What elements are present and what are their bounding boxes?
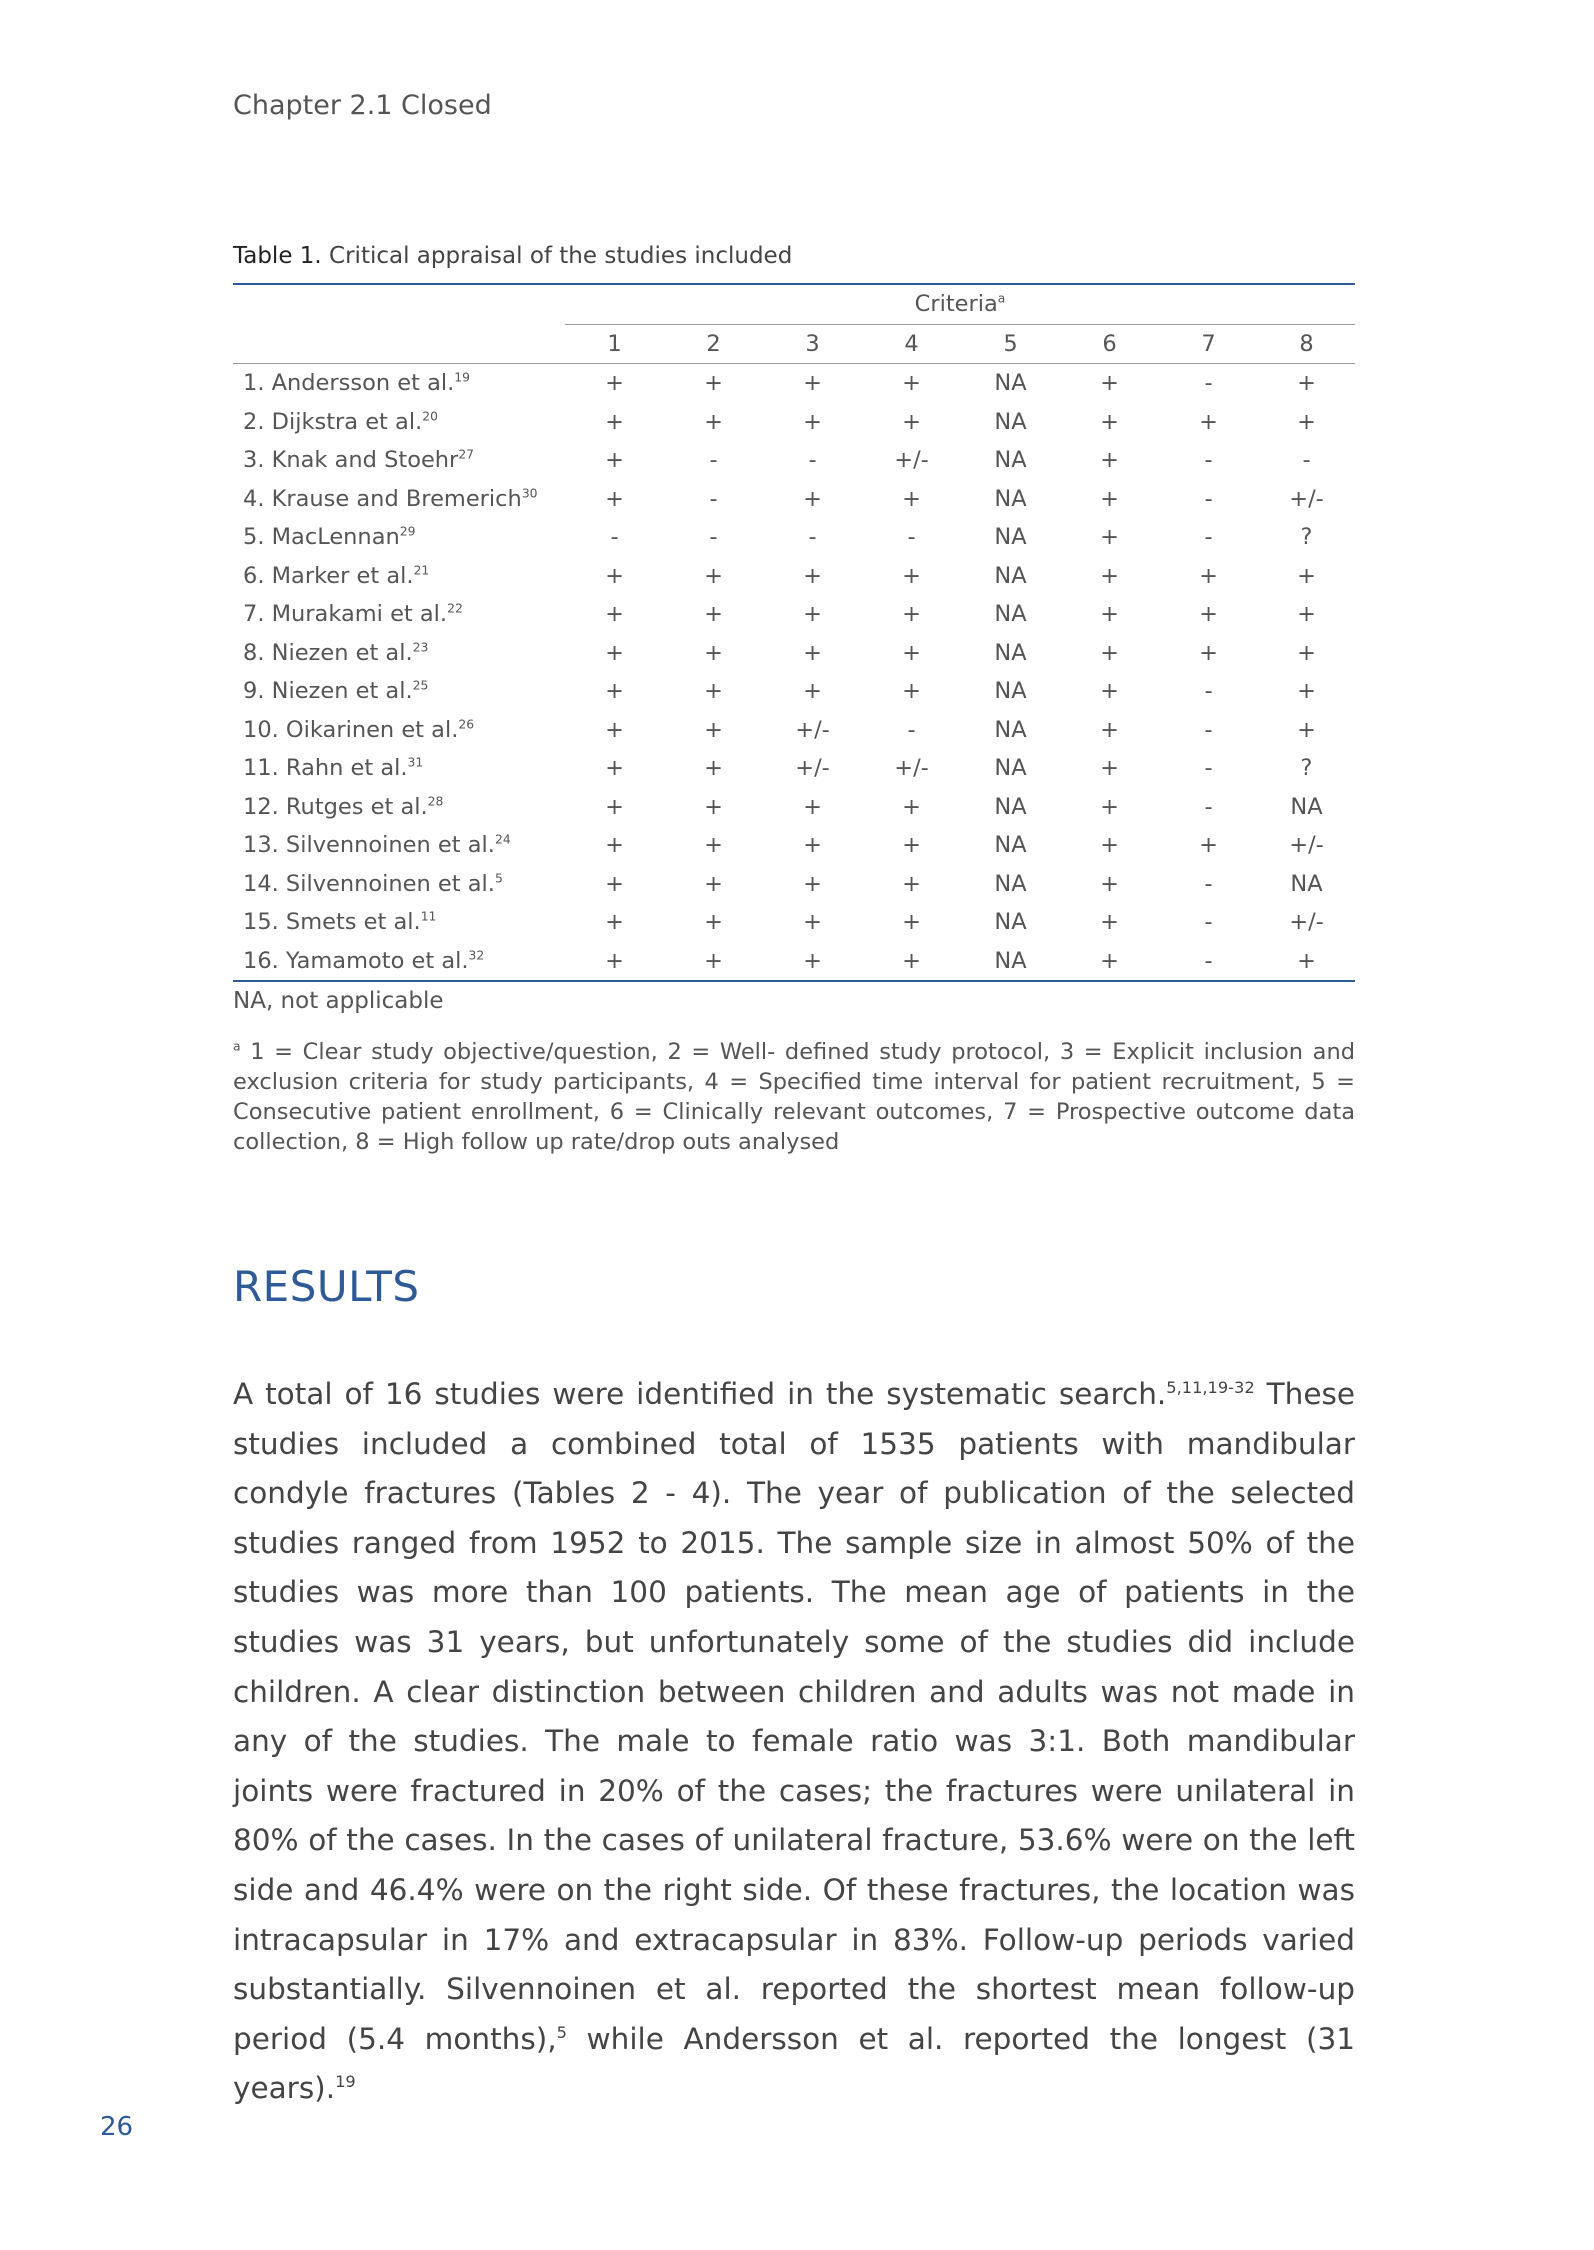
criteria-cell: NA bbox=[994, 447, 1027, 474]
criteria-cell: + bbox=[1297, 639, 1316, 666]
criteria-cell: NA bbox=[961, 942, 1060, 982]
criteria-cell: + bbox=[605, 678, 624, 705]
criteria-cell: NA bbox=[1290, 793, 1323, 820]
criteria-cell: ? bbox=[1300, 755, 1313, 782]
criteria-cell: + bbox=[803, 678, 822, 705]
table-row bbox=[233, 441, 1355, 480]
study-cell bbox=[233, 672, 565, 711]
study-reference: 5 bbox=[494, 871, 503, 886]
criteria-cell: + bbox=[1100, 793, 1119, 820]
criteria-cell: + bbox=[605, 832, 624, 859]
appraisal-table-wrap bbox=[233, 283, 1355, 982]
criteria-cell: + bbox=[803, 909, 822, 936]
criteria-cell: - bbox=[808, 524, 817, 551]
criteria-cell: + bbox=[902, 832, 921, 859]
criteria-cell: +/- bbox=[1289, 832, 1324, 859]
criteria-cell: + bbox=[1100, 408, 1119, 435]
table-row bbox=[233, 942, 1355, 982]
criteria-cell: - bbox=[1204, 447, 1213, 474]
criteria-cell: - bbox=[1204, 370, 1213, 397]
criteria-cell: + bbox=[704, 678, 723, 705]
criteria-cell: + bbox=[1199, 832, 1218, 859]
criteria-cell: + bbox=[1100, 447, 1119, 474]
table-row bbox=[233, 903, 1355, 942]
criteria-cell: + bbox=[605, 639, 624, 666]
criteria-cell: ? bbox=[1300, 524, 1313, 551]
study-reference: 21 bbox=[413, 563, 430, 578]
header-blank bbox=[233, 284, 565, 324]
criteria-cell: NA bbox=[994, 370, 1027, 397]
criteria-cell: + bbox=[803, 485, 822, 512]
criteria-cell: + bbox=[803, 870, 822, 897]
criteria-cell: +/- bbox=[894, 755, 929, 782]
table-row bbox=[233, 557, 1355, 596]
criteria-cell: + bbox=[803, 639, 822, 666]
criteria-cell: NA bbox=[994, 524, 1027, 551]
column-header: 2 bbox=[664, 324, 763, 364]
criteria-cell: + bbox=[1100, 562, 1119, 589]
table-row bbox=[233, 826, 1355, 865]
study-name: 15. Smets et al. bbox=[243, 909, 421, 936]
criteria-cell: + bbox=[704, 370, 723, 397]
criteria-cell: + bbox=[1100, 485, 1119, 512]
table-row bbox=[233, 595, 1355, 634]
criteria-cell: NA bbox=[994, 793, 1027, 820]
table-row bbox=[233, 749, 1355, 788]
criteria-cell: - bbox=[1204, 524, 1213, 551]
criteria-cell: + bbox=[605, 485, 624, 512]
criteria-cell: + bbox=[605, 870, 624, 897]
study-reference: 19 bbox=[454, 370, 471, 385]
study-reference: 28 bbox=[427, 794, 444, 809]
criteria-cell: + bbox=[803, 832, 822, 859]
column-header: 5 bbox=[961, 324, 1060, 364]
study-name: 5. MacLennan bbox=[243, 524, 400, 551]
criteria-cell: + bbox=[1297, 370, 1316, 397]
criteria-cell: NA bbox=[994, 755, 1027, 782]
criteria-cell: + bbox=[1297, 716, 1316, 743]
criteria-cell: + bbox=[1060, 942, 1159, 982]
criteria-cell: + bbox=[1100, 370, 1119, 397]
chapter-header: Chapter 2.1 Closed bbox=[233, 90, 492, 121]
study-name: 14. Silvennoinen et al. bbox=[243, 870, 495, 897]
study-name: 7. Murakami et al. bbox=[243, 601, 448, 628]
table-row bbox=[233, 788, 1355, 827]
study-name: 4. Krause and Bremerich bbox=[243, 485, 522, 512]
study-cell bbox=[233, 942, 565, 982]
criteria-cell: + bbox=[902, 678, 921, 705]
criteria-cell: + bbox=[1100, 870, 1119, 897]
study-reference: 23 bbox=[412, 640, 429, 655]
criteria-cell: + bbox=[605, 755, 624, 782]
study-reference: 31 bbox=[407, 755, 424, 770]
criteria-cell: + bbox=[803, 601, 822, 628]
study-reference: 30 bbox=[521, 486, 538, 501]
study-name: 11. Rahn et al. bbox=[243, 755, 408, 782]
criteria-cell: NA bbox=[994, 408, 1027, 435]
criteria-cell: + bbox=[902, 909, 921, 936]
column-header: 7 bbox=[1159, 324, 1258, 364]
na-note: NA, not applicable bbox=[233, 988, 444, 1014]
criteria-cell: NA bbox=[994, 678, 1027, 705]
study-cell bbox=[233, 518, 565, 557]
criteria-cell: + bbox=[605, 562, 624, 589]
study-reference: 32 bbox=[468, 948, 485, 963]
table-row bbox=[233, 518, 1355, 557]
table-caption bbox=[233, 243, 792, 269]
criteria-cell: - bbox=[1204, 485, 1213, 512]
criteria-cell: + bbox=[1297, 562, 1316, 589]
criteria-cell: + bbox=[1297, 601, 1316, 628]
criteria-cell: - bbox=[1204, 909, 1213, 936]
results-heading: RESULTS bbox=[233, 1262, 420, 1311]
criteria-cell: + bbox=[664, 942, 763, 982]
criteria-cell: + bbox=[1199, 562, 1218, 589]
table-caption-text: Critical appraisal of the studies included bbox=[321, 243, 793, 269]
study-reference: 20 bbox=[422, 409, 438, 424]
criteria-cell: - bbox=[1204, 678, 1213, 705]
study-name: 16. Yamamoto et al. bbox=[243, 947, 469, 974]
criteria-cell: + bbox=[803, 562, 822, 589]
study-name: 2. Dijkstra et al. bbox=[243, 408, 423, 435]
criteria-cell: + bbox=[1258, 942, 1355, 982]
table-row bbox=[233, 711, 1355, 750]
criteria-cell: + bbox=[605, 909, 624, 936]
criteria-cell: + bbox=[704, 408, 723, 435]
criteria-cell: NA bbox=[994, 485, 1027, 512]
study-name: 9. Niezen et al. bbox=[243, 678, 413, 705]
criteria-cell: NA bbox=[994, 601, 1027, 628]
study-name: 12. Rutges et al. bbox=[243, 793, 428, 820]
appraisal-table-body bbox=[233, 364, 1355, 982]
criteria-cell: +/- bbox=[894, 447, 929, 474]
criteria-cell: NA bbox=[994, 716, 1027, 743]
criteria-cell: + bbox=[902, 639, 921, 666]
criteria-cell: - bbox=[1302, 447, 1311, 474]
study-cell bbox=[233, 557, 565, 596]
criteria-cell: + bbox=[1100, 601, 1119, 628]
study-cell bbox=[233, 634, 565, 673]
criteria-cell: + bbox=[1100, 639, 1119, 666]
criteria-cell: + bbox=[704, 870, 723, 897]
table-row bbox=[233, 403, 1355, 442]
study-cell bbox=[233, 403, 565, 442]
criteria-cell: + bbox=[1199, 601, 1218, 628]
criteria-cell: + bbox=[605, 716, 624, 743]
criteria-cell: + bbox=[902, 870, 921, 897]
criteria-cell: + bbox=[1100, 755, 1119, 782]
column-header: 8 bbox=[1258, 324, 1355, 364]
criteria-cell: + bbox=[1100, 678, 1119, 705]
study-name: 8. Niezen et al. bbox=[243, 639, 413, 666]
criteria-cell: - bbox=[907, 716, 916, 743]
criteria-cell: + bbox=[704, 793, 723, 820]
criteria-cell: + bbox=[1297, 678, 1316, 705]
table-footnote: $^a$ 1 = Clear study objective/question, 2 = Well- defined study protocol, 3 = Explicit inclusion and exclusion criteria for study participants, 4 = Specified time interval for patient recruitment, 5 = Consecutive patient enrollment, 6 = Clinically relevant outcomes, 7 = Prospective outcome data collection, 8 = High follow up rate/drop outs analysed bbox=[233, 1039, 1355, 1155]
criteria-cell: + bbox=[1100, 524, 1119, 551]
criteria-cell: + bbox=[704, 639, 723, 666]
table-caption-label: Table 1. bbox=[233, 243, 322, 269]
column-header: 1 bbox=[565, 324, 664, 364]
criteria-cell: + bbox=[1100, 716, 1119, 743]
criteria-cell: + bbox=[902, 562, 921, 589]
study-cell bbox=[233, 595, 565, 634]
study-name: 6. Marker et al. bbox=[243, 562, 414, 589]
criteria-cell: - bbox=[1204, 870, 1213, 897]
criteria-cell: + bbox=[1100, 832, 1119, 859]
criteria-cell: - bbox=[1204, 755, 1213, 782]
criteria-cell: + bbox=[763, 942, 862, 982]
criteria-cell: + bbox=[605, 447, 624, 474]
criteria-cell: +/- bbox=[795, 755, 830, 782]
criteria-header-row bbox=[233, 284, 1355, 324]
criteria-cell: NA bbox=[1290, 870, 1323, 897]
study-reference: 27 bbox=[458, 447, 475, 462]
table-row bbox=[233, 480, 1355, 519]
study-reference: 24 bbox=[494, 832, 511, 847]
study-reference: 26 bbox=[458, 717, 475, 732]
criteria-cell: - bbox=[709, 447, 718, 474]
table-row bbox=[233, 634, 1355, 673]
criteria-cell: + bbox=[605, 408, 624, 435]
criteria-cell: - bbox=[709, 485, 718, 512]
criteria-cell: +/- bbox=[1289, 485, 1324, 512]
study-cell bbox=[233, 711, 565, 750]
criteria-cell: + bbox=[704, 716, 723, 743]
criteria-cell: - bbox=[610, 524, 619, 551]
criteria-cell: - bbox=[907, 524, 916, 551]
criteria-cell: +/- bbox=[1289, 909, 1324, 936]
study-cell bbox=[233, 364, 565, 403]
criteria-cell: + bbox=[803, 793, 822, 820]
criteria-cell: + bbox=[902, 601, 921, 628]
study-cell bbox=[233, 826, 565, 865]
study-cell bbox=[233, 903, 565, 942]
study-reference: 22 bbox=[447, 601, 463, 616]
criteria-cell: + bbox=[803, 370, 822, 397]
criteria-cell: NA bbox=[994, 870, 1027, 897]
column-number-row bbox=[233, 324, 1355, 364]
study-reference: 29 bbox=[399, 524, 416, 539]
results-paragraph: A total of 16 studies were identified in the systematic search.$^{5,11,19-32}$ These studies included a combined total of 1535 patients with mandibular condyle fractures (Tables 2 - 4). The year of publication of the selected studies ranged from 1952 to 2015. The sample size in almost 50% of the studies was more than 100 patients. The mean age of patients in the studies was 31 years, but unfortunately some of the studies did include children. A clear distinction between children and adults was not made in any of the studies. The male to female ratio was 3:1. Both mandibular joints were fractured in 20% of the cases; the fractures were unilateral in 80% of the cases. In the cases of unilateral fracture, 53.6% were on the left side and 46.4% were on the right side. Of these fractures, the location was intracapsular in 17% and extracapsular in 83%. Follow-up periods varied substantially. Silvennoinen et al. reported the shortest mean follow-up period (5.4 months),$^5$ while Andersson et al. reported the longest (31 years).$^{19}$ bbox=[233, 1377, 1356, 2106]
criteria-cell: + bbox=[862, 942, 961, 982]
study-cell bbox=[233, 480, 565, 519]
criteria-cell: + bbox=[803, 408, 822, 435]
table-row bbox=[233, 364, 1355, 403]
criteria-cell: - bbox=[709, 524, 718, 551]
criteria-cell: + bbox=[605, 370, 624, 397]
criteria-cell: - bbox=[1204, 793, 1213, 820]
criteria-header: Criteria$^a$ bbox=[565, 284, 1355, 324]
criteria-cell: NA bbox=[994, 639, 1027, 666]
criteria-cell: + bbox=[704, 909, 723, 936]
study-name: 3. Knak and Stoehr bbox=[243, 447, 459, 474]
header-blank bbox=[233, 324, 565, 364]
criteria-cell: NA bbox=[994, 562, 1027, 589]
study-cell bbox=[233, 441, 565, 480]
criteria-cell: NA bbox=[994, 909, 1027, 936]
criteria-cell: NA bbox=[994, 832, 1027, 859]
criteria-cell: + bbox=[565, 942, 664, 982]
criteria-cell: + bbox=[902, 370, 921, 397]
study-name: 10. Oikarinen et al. bbox=[243, 716, 459, 743]
criteria-cell: + bbox=[704, 562, 723, 589]
criteria-cell: +/- bbox=[795, 716, 830, 743]
criteria-cell: + bbox=[902, 485, 921, 512]
study-cell bbox=[233, 788, 565, 827]
study-name: 1. Andersson et al. bbox=[243, 370, 455, 397]
criteria-cell: - bbox=[1204, 716, 1213, 743]
column-header: 4 bbox=[862, 324, 961, 364]
page-number: 26 bbox=[100, 2112, 134, 2142]
criteria-cell: + bbox=[605, 601, 624, 628]
study-reference: 11 bbox=[420, 909, 437, 924]
criteria-cell: + bbox=[1199, 639, 1218, 666]
table-row bbox=[233, 672, 1355, 711]
study-reference: 25 bbox=[412, 678, 429, 693]
appraisal-table bbox=[233, 283, 1355, 982]
criteria-cell: + bbox=[902, 793, 921, 820]
criteria-cell: + bbox=[1100, 909, 1119, 936]
study-cell bbox=[233, 865, 565, 904]
criteria-cell: + bbox=[704, 832, 723, 859]
criteria-cell: - bbox=[1159, 942, 1258, 982]
criteria-cell: + bbox=[704, 601, 723, 628]
study-name: 13. Silvennoinen et al. bbox=[243, 832, 495, 859]
column-header: 6 bbox=[1060, 324, 1159, 364]
table-row bbox=[233, 865, 1355, 904]
column-header: 3 bbox=[763, 324, 862, 364]
criteria-cell: + bbox=[902, 408, 921, 435]
criteria-cell: - bbox=[808, 447, 817, 474]
criteria-cell: + bbox=[1199, 408, 1218, 435]
criteria-cell: + bbox=[1297, 408, 1316, 435]
study-cell bbox=[233, 749, 565, 788]
criteria-cell: + bbox=[605, 793, 624, 820]
criteria-cell: + bbox=[704, 755, 723, 782]
